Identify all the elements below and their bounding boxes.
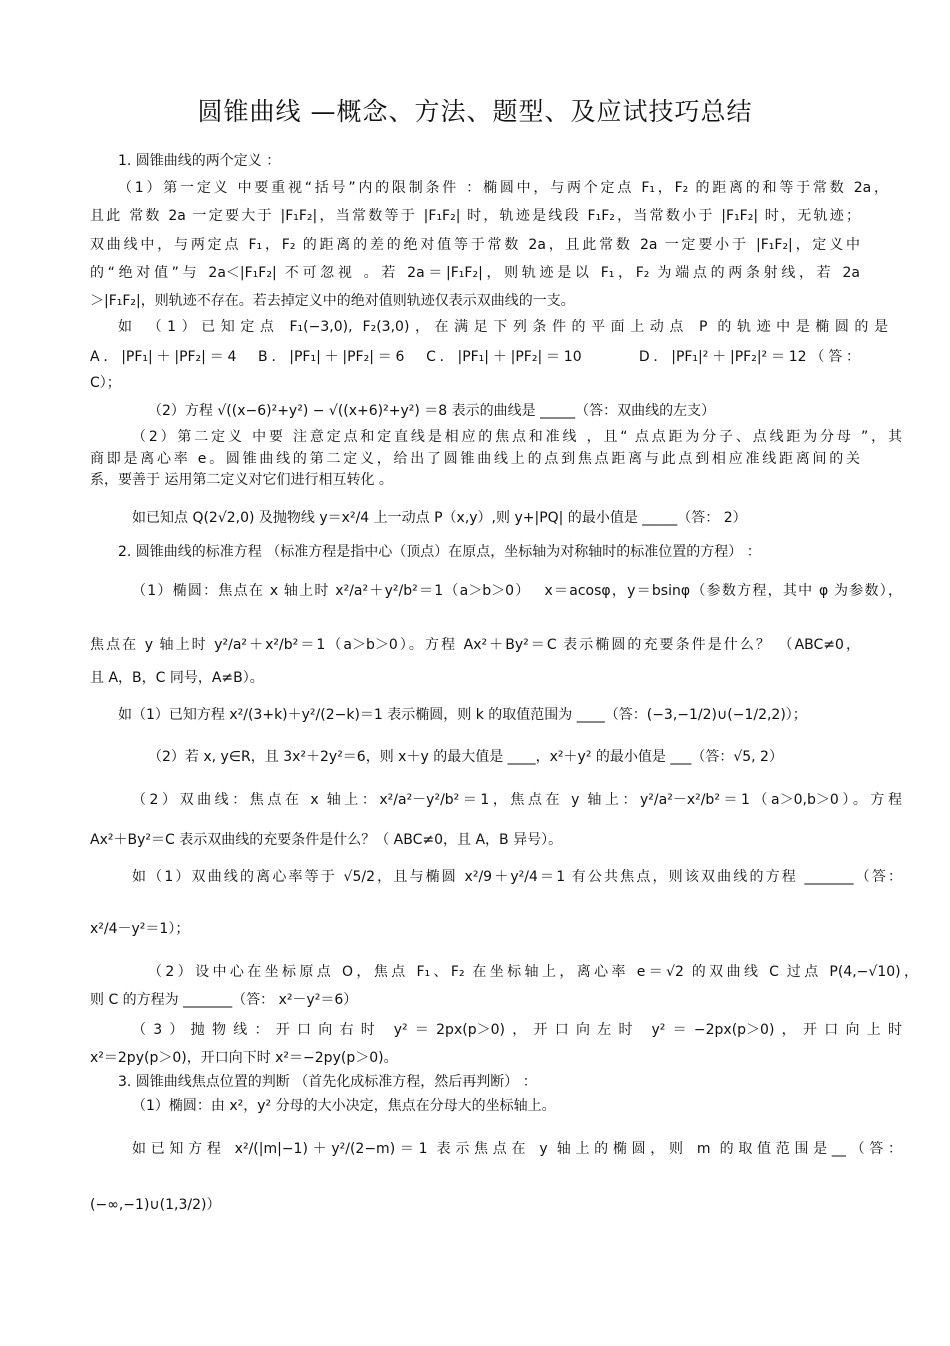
example-line: （2）方程 √((x−6)²+y²) − √((x+6)²+y²) ＝8 表示的曲线是 _____（答：双曲线的左支） <box>148 403 716 419</box>
paragraph-line: （1）第一定义 中要重视“括号”内的限制条件 ：椭圆中，与两个定点 F₁，F₂ 的距离的和等于常数 2a， <box>118 180 888 196</box>
document-title: 圆锥曲线 —概念、方法、题型、及应试技巧总结 <box>197 97 753 126</box>
example-line: （2）若 x, y∈R，且 3x²＋2y²＝6，则 x＋y 的最大值是 ____，x²＋y² 的最小值是 ___（答：√5, 2） <box>148 749 783 765</box>
section-heading-2: 2. 圆锥曲线的标准方程 （标准方程是指中心（顶点）在原点，坐标轴为对称轴时的标准位置的方程） ： <box>118 544 761 560</box>
paragraph-line: 且此 常数 2a 一定要大于 |F₁F₂|，当常数等于 |F₁F₂| 时，轨迹是线段 F₁F₂，当常数小于 |F₁F₂| 时，无轨迹； <box>90 208 860 224</box>
example-answer: 则 C 的方程为 _______（答： x²－y²＝6） <box>90 992 358 1008</box>
paragraph-line: Ax²＋By²＝C 表示双曲线的充要条件是什么？（ ABC≠0，且 A，B 异号）。 <box>90 832 563 848</box>
example-line: 如（1）双曲线的离心率等于 √5/2，且与椭圆 x²/9＋y²/4＝1 有公共焦点，则该双曲线的方程 _______（答： <box>132 869 902 885</box>
example-line: 如已知点 Q(2√2,0) 及抛物线 y＝x²/4 上一动点 P（x,y）,则 y+|PQ| 的最小值是 _____（答： 2） <box>132 510 747 526</box>
paragraph-line: 焦点在 y 轴上时 y²/a²＋x²/b²＝1（a＞b＞0）。方程 Ax²＋By²＝C 表示椭圆的充要条件是什么？ （ABC≠0， <box>90 637 860 653</box>
paragraph-line: 的“绝对值”与 2a＜|F₁F₂| 不可忽视 。若 2a＝|F₁F₂|，则轨迹是以 F₁，F₂ 为端点的两条射线，若 2a <box>90 265 860 281</box>
section-heading-3: 3. 圆锥曲线焦点位置的判断 （首先化成标准方程，然后再判断） ： <box>118 1074 537 1090</box>
paragraph-line: （1）椭圆：焦点在 x 轴上时 x²/a²＋y²/b²＝1（a＞b＞0） x＝acosφ，y＝bsinφ（参数方程，其中 φ 为参数）， <box>132 583 902 599</box>
paragraph-line: 商即是离心率 e。圆锥曲线的第二定义，给出了圆锥曲线上的点到焦点距离与此点到相应准线距离间的关 <box>90 451 860 467</box>
example-answer: (−∞,−1)∪(1,3/2)） <box>90 1197 221 1213</box>
example-line: 如已知方程 x²/(|m|−1)＋y²/(2−m)＝1 表示焦点在 y 轴上的椭圆，则 m 的取值范围是__（答： <box>132 1141 902 1157</box>
paragraph-line: ＞|F₁F₂|，则轨迹不存在。若去掉定义中的绝对值则轨迹仅表示双曲线的一支。 <box>90 293 575 309</box>
example-line: 如（1）已知方程 x²/(3+k)＋y²/(2−k)＝1 表示椭圆，则 k 的取值范围为 ____（答：(−3,−1/2)∪(−1/2,2)）； <box>118 707 807 723</box>
paragraph-line: 系，要善于 运用第二定义对它们进行相互转化 。 <box>90 472 393 488</box>
paragraph-line: 且 A，B，C 同号，A≠B）。 <box>90 670 264 686</box>
paragraph-line: （1）椭圆：由 x²，y² 分母的大小决定，焦点在分母大的坐标轴上。 <box>132 1098 556 1114</box>
example-line: 如 （1）已知定点 F₁(−3,0), F₂(3,0)，在满足下列条件的平面上动点 P 的轨迹中是椭圆的是 <box>118 319 888 335</box>
example-answer: x²/4－y²＝1）； <box>90 921 190 937</box>
paragraph-line: x²＝2py(p＞0)，开口向下时 x²＝−2py(p＞0)。 <box>90 1050 398 1066</box>
paragraph-line: （2）双曲线：焦点在 x 轴上：x²/a²－y²/b²＝1，焦点在 y 轴上：y²/a²－x²/b²＝1（a＞0,b＞0）。方程 <box>132 792 902 808</box>
example-answer: C）； <box>90 375 121 391</box>
paragraph-line: （2）第二定义 中要 注意定点和定直线是相应的焦点和准线 ，且“ 点点距为分子、点线距为分母 ”，其 <box>132 429 902 445</box>
section-heading-1: 1. 圆锥曲线的两个定义 ： <box>118 153 281 169</box>
example-line: （2）设中心在坐标原点 O，焦点 F₁、F₂ 在坐标轴上，离心率 e＝√2 的双曲线 C 过点 P(4,−√10)， <box>148 964 918 980</box>
paragraph-line: （3）抛物线：开口向右时 y²＝2px(p＞0)，开口向左时 y²＝−2px(p＞0)，开口向上时 <box>132 1022 902 1038</box>
example-options: A．|PF₁|＋|PF₂|＝4 B．|PF₁|＋|PF₂|＝6 C．|PF₁|＋|PF₂|＝10 D．|PF₁|²＋|PF₂|²＝12（答： <box>90 349 860 365</box>
paragraph-line: 双曲线中，与两定点 F₁，F₂ 的距离的差的绝对值等于常数 2a，且此常数 2a 一定要小于 |F₁F₂|，定义中 <box>90 237 860 253</box>
